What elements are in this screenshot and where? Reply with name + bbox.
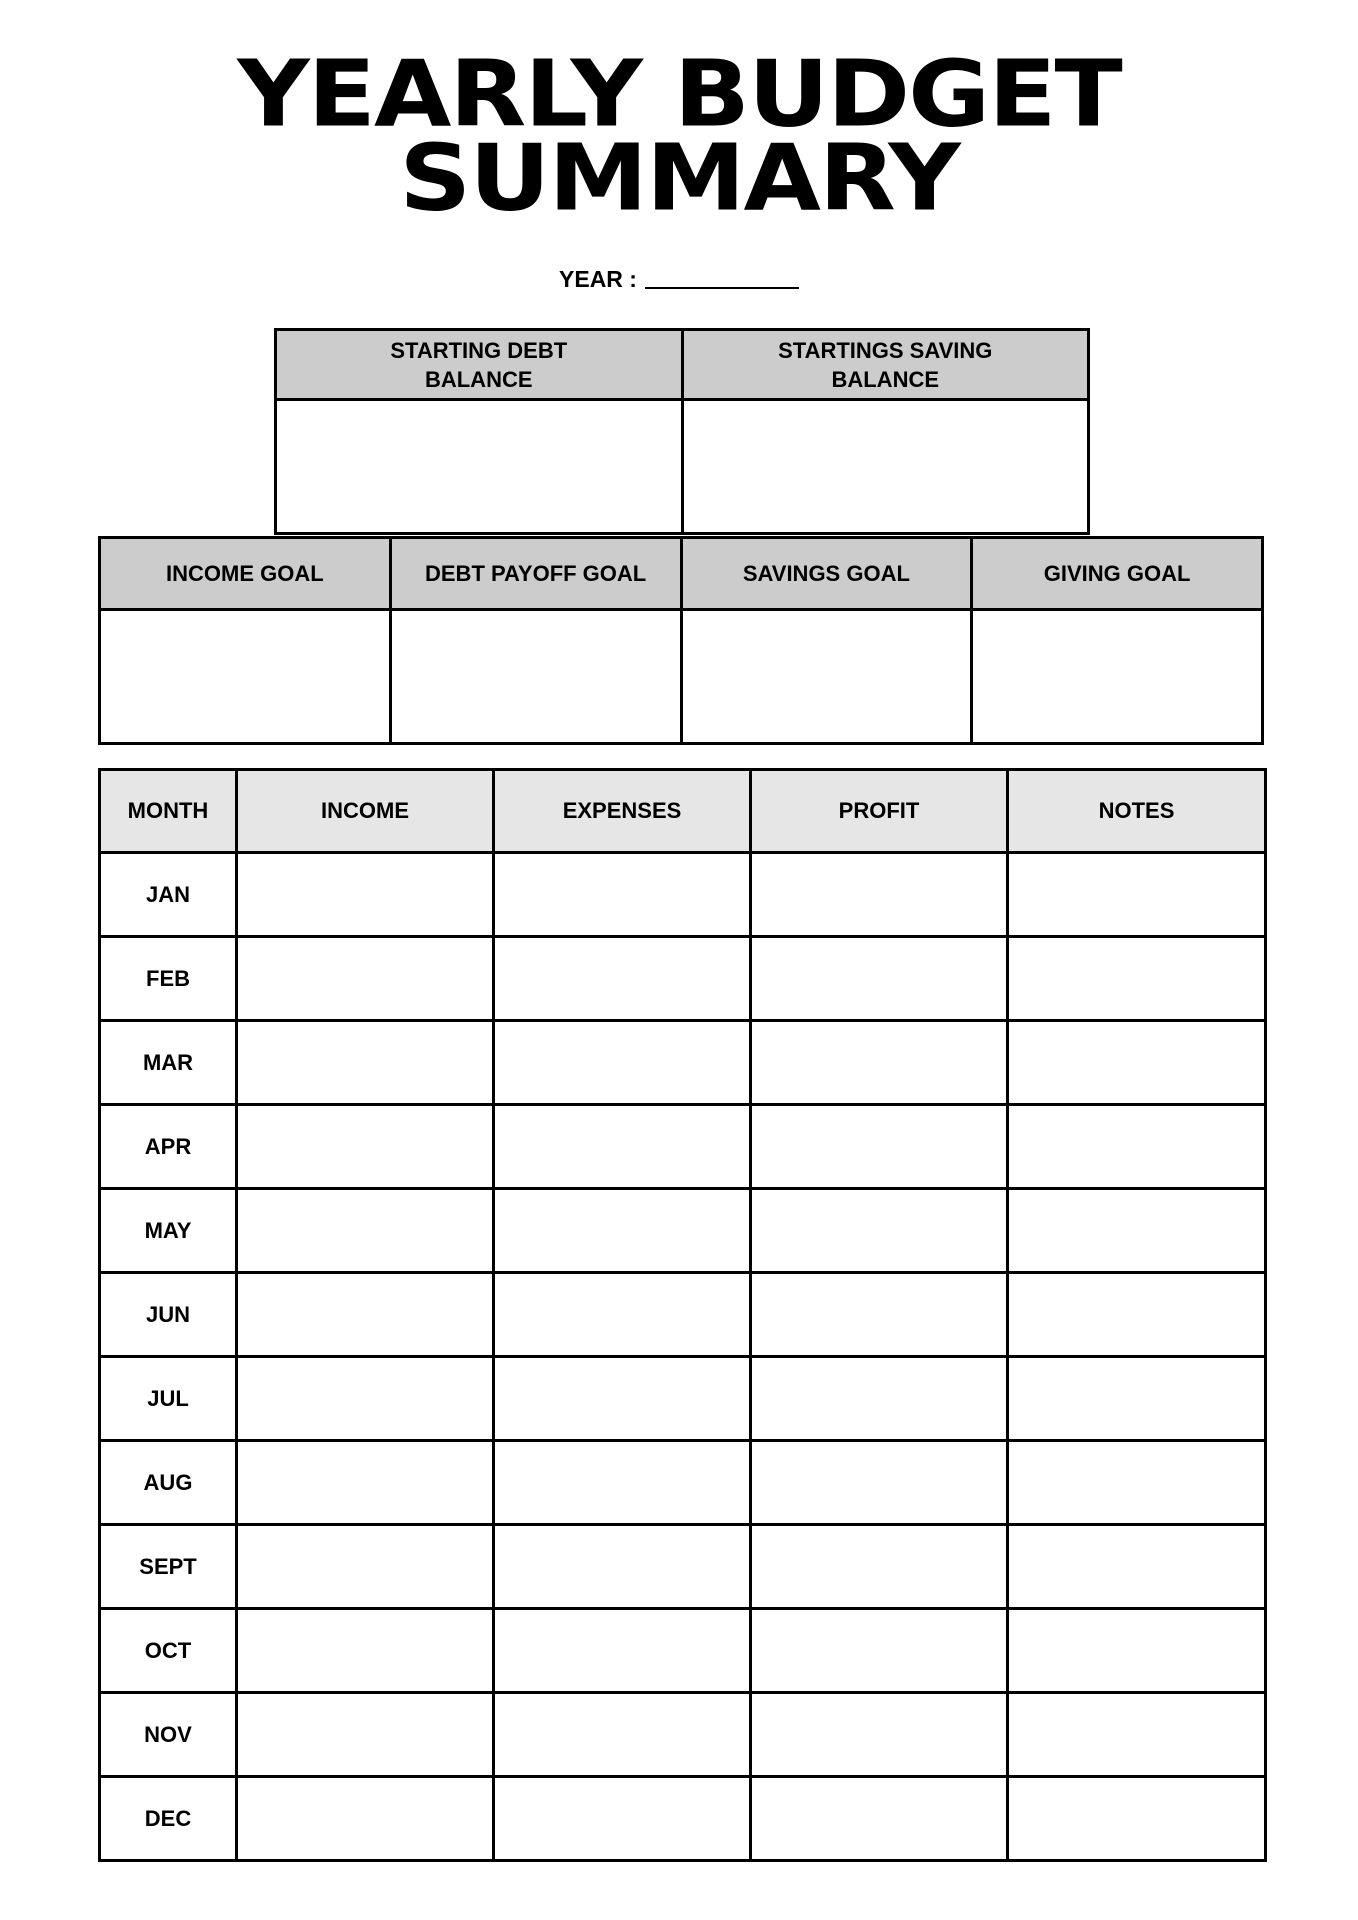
expenses-cell[interactable] [494,1021,751,1105]
notes-cell[interactable] [1008,1693,1266,1777]
table-row [100,1525,1266,1609]
month-column-header: MONTH [100,770,237,853]
notes-cell[interactable] [1008,1273,1266,1357]
month-label: MAR [100,1021,237,1105]
year-field[interactable] [645,269,799,289]
profit-cell[interactable] [751,1777,1008,1861]
income-cell[interactable] [237,853,494,937]
table-row [100,1021,1266,1105]
profit-cell[interactable] [751,853,1008,937]
month-label: MAY [100,1189,237,1273]
month-label: JUN [100,1273,237,1357]
notes-cell[interactable] [1008,1357,1266,1441]
monthly-table [98,768,1267,1862]
profit-cell[interactable] [751,1105,1008,1189]
month-label: OCT [100,1609,237,1693]
income-cell[interactable] [237,1273,494,1357]
page-title-line-1: YEARLY BUDGET [237,39,1121,148]
debt-payoff-goal-field[interactable] [390,610,681,744]
expenses-cell[interactable] [494,1189,751,1273]
giving-goal-field[interactable] [972,610,1263,744]
table-row [100,1609,1266,1693]
starting-debt-balance-field[interactable] [276,400,683,534]
expenses-cell[interactable] [494,1693,751,1777]
profit-cell[interactable] [751,1021,1008,1105]
month-label: FEB [100,937,237,1021]
starting-savings-balance-field[interactable] [682,400,1089,534]
income-cell[interactable] [237,1105,494,1189]
table-row [100,1441,1266,1525]
income-cell[interactable] [237,1021,494,1105]
notes-cell[interactable] [1008,937,1266,1021]
debt-payoff-goal-header: DEBT PAYOFF GOAL [390,538,681,610]
income-cell[interactable] [237,1357,494,1441]
profit-cell[interactable] [751,1525,1008,1609]
income-column-header: INCOME [237,770,494,853]
expenses-cell[interactable] [494,1609,751,1693]
expenses-column-header: EXPENSES [494,770,751,853]
table-row [100,1273,1266,1357]
month-label: JAN [100,853,237,937]
table-row [100,1105,1266,1189]
profit-cell[interactable] [751,1357,1008,1441]
savings-goal-field[interactable] [681,610,972,744]
month-label: SEPT [100,1525,237,1609]
goals-table [98,536,1264,745]
notes-cell[interactable] [1008,1021,1266,1105]
profit-column-header: PROFIT [751,770,1008,853]
month-label: AUG [100,1441,237,1525]
table-row [100,1189,1266,1273]
expenses-cell[interactable] [494,937,751,1021]
expenses-cell[interactable] [494,1441,751,1525]
month-label: NOV [100,1693,237,1777]
profit-cell[interactable] [751,1273,1008,1357]
expenses-cell[interactable] [494,1273,751,1357]
table-row [100,937,1266,1021]
profit-cell[interactable] [751,1609,1008,1693]
income-cell[interactable] [237,937,494,1021]
notes-cell[interactable] [1008,853,1266,937]
income-cell[interactable] [237,1693,494,1777]
notes-cell[interactable] [1008,1441,1266,1525]
year-row [0,266,1358,293]
income-goal-header: INCOME GOAL [100,538,391,610]
profit-cell[interactable] [751,1441,1008,1525]
giving-goal-header: GIVING GOAL [972,538,1263,610]
expenses-cell[interactable] [494,1777,751,1861]
savings-goal-header: SAVINGS GOAL [681,538,972,610]
balance-table [274,328,1090,535]
expenses-cell[interactable] [494,1357,751,1441]
income-cell[interactable] [237,1189,494,1273]
notes-cell[interactable] [1008,1609,1266,1693]
table-row [100,1693,1266,1777]
notes-cell[interactable] [1008,1105,1266,1189]
notes-cell[interactable] [1008,1189,1266,1273]
profit-cell[interactable] [751,1693,1008,1777]
starting-debt-balance-header [276,330,683,400]
expenses-cell[interactable] [494,1105,751,1189]
income-cell[interactable] [237,1777,494,1861]
income-cell[interactable] [237,1441,494,1525]
income-cell[interactable] [237,1525,494,1609]
notes-cell[interactable] [1008,1525,1266,1609]
profit-cell[interactable] [751,937,1008,1021]
expenses-cell[interactable] [494,1525,751,1609]
income-cell[interactable] [237,1609,494,1693]
starting-savings-balance-label: STARTINGS SAVING BALANCE [778,337,993,392]
notes-cell[interactable] [1008,1777,1266,1861]
starting-savings-balance-header [682,330,1089,400]
expenses-cell[interactable] [494,853,751,937]
table-row [100,853,1266,937]
profit-cell[interactable] [751,1189,1008,1273]
table-row [100,1357,1266,1441]
starting-debt-balance-label: STARTING DEBT BALANCE [390,337,568,392]
month-label: APR [100,1105,237,1189]
month-label: DEC [100,1777,237,1861]
month-label: JUL [100,1357,237,1441]
page-title-line-2: SUMMARY [399,123,959,232]
notes-column-header: NOTES [1008,770,1266,853]
year-label: YEAR : [559,266,637,292]
income-goal-field[interactable] [100,610,391,744]
table-row [100,1777,1266,1861]
